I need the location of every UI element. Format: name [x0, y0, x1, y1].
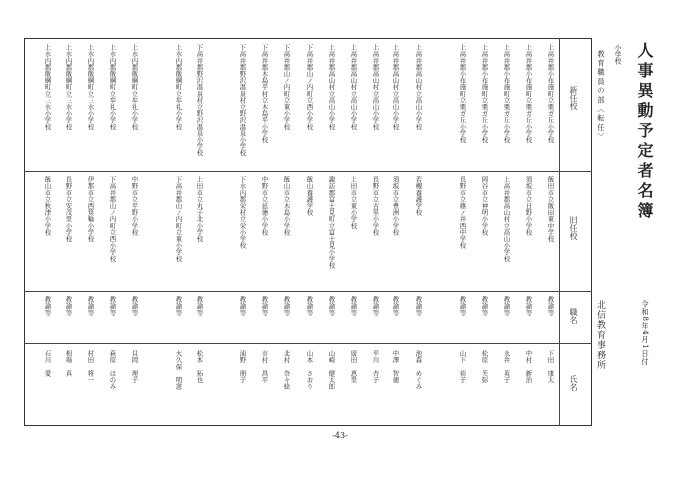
row-2-old: 須坂市立日野小学校 — [524, 176, 533, 236]
column-header-name: 氏名 — [569, 375, 578, 391]
row-5-old: 長野市立篠ノ井西中学校 — [458, 176, 467, 249]
row-3-new: 上高井郡小布施町立栗ガ丘小学校 — [502, 44, 511, 143]
divider-new-old — [24, 171, 592, 172]
row-12-new: 下高井郡山ノ内町立東小学校 — [282, 44, 291, 130]
divider-position-name — [24, 343, 592, 344]
row-1-new: 上高井郡小布施町立栗ガ丘小学校 — [546, 44, 555, 143]
row-1-name: 下田 康太 — [546, 350, 555, 383]
row-14-pos: 教諭等 — [238, 296, 247, 316]
row-7-new: 上高井郡高山村立高山小学校 — [391, 44, 400, 130]
row-16-new: 上水内郡飯綱町立牟礼小学校 — [174, 44, 183, 130]
row-3-name: 永井 英子 — [502, 350, 511, 383]
row-18-pos: 教諭等 — [108, 296, 117, 316]
row-1-pos: 教諭等 — [546, 296, 555, 316]
row-16-name: 大久保 明憲 — [174, 350, 183, 390]
document-title: 人事異動予定者名簿 — [635, 42, 654, 222]
row-12-name: 北村 奈々絵 — [282, 350, 291, 390]
column-header-old-post: 旧任校 — [569, 216, 578, 240]
division-label: 教育職員の部〈転任〉 — [597, 50, 606, 142]
row-13-new: 下高井郡木島平村立木島平小学校 — [260, 44, 269, 143]
row-4-new: 上高井郡小布施町立栗ガ丘小学校 — [480, 44, 489, 143]
row-17-pos: 教諭等 — [130, 296, 139, 316]
row-11-name: 山本 さおり — [305, 350, 314, 390]
row-9-pos: 教諭等 — [349, 296, 358, 316]
row-8-new: 上高井郡高山村立高山小学校 — [371, 44, 380, 130]
row-3-pos: 教諭等 — [502, 296, 511, 316]
row-12-pos: 教諭等 — [282, 296, 291, 316]
row-15-name: 松本 拓也 — [195, 350, 204, 383]
row-19-pos: 教諭等 — [86, 296, 95, 316]
row-4-old: 岡谷市立神明小学校 — [480, 176, 489, 236]
row-18-new: 上水内郡飯綱町立牟礼小学校 — [108, 44, 117, 130]
row-17-old: 中野市立平野小学校 — [130, 176, 139, 236]
row-9-name: 廣田 恵里 — [349, 350, 358, 383]
row-19-old: 伊那市立西箕輪小学校 — [86, 176, 95, 242]
row-11-old: 飯山養護学校 — [305, 176, 314, 216]
row-21-old: 飯山市立秋津小学校 — [43, 176, 52, 236]
row-6-old: 若槻養護学校 — [414, 176, 423, 216]
row-9-new: 上高井郡高山村立高山小学校 — [349, 44, 358, 130]
row-15-pos: 教諭等 — [195, 296, 204, 316]
row-11-new: 下高井郡山ノ内町立西小学校 — [305, 44, 314, 130]
row-19-name: 村田 将一 — [86, 350, 95, 383]
row-20-name: 相場 真 — [64, 350, 73, 377]
row-9-old: 上田市立東小学校 — [349, 176, 358, 229]
row-14-name: 浦野 朋子 — [238, 350, 247, 383]
row-18-name: 萩原 ほのみ — [108, 350, 117, 390]
row-14-old: 下水内郡栄村立栄小学校 — [238, 176, 247, 249]
row-7-pos: 教諭等 — [391, 296, 400, 316]
header-column-divider — [559, 38, 560, 426]
row-1-old: 飯田市立飯田東中学校 — [546, 176, 555, 242]
row-20-new: 上水内郡飯綱町立三水小学校 — [64, 44, 73, 130]
school-category: 小学校 — [613, 44, 621, 65]
page-number: -43- — [332, 431, 348, 440]
row-21-new: 上水内郡飯綱町立三水小学校 — [43, 44, 52, 130]
issuing-office: 北信教育事務所 — [595, 300, 605, 370]
row-8-old: 長野市立古里小学校 — [371, 176, 380, 236]
row-2-pos: 教諭等 — [524, 296, 533, 316]
row-7-name: 中澤 智徳 — [391, 350, 400, 383]
row-5-name: 山下 裕子 — [458, 350, 467, 383]
row-13-pos: 教諭等 — [260, 296, 269, 316]
row-13-old: 中野市立延徳小学校 — [260, 176, 269, 236]
row-8-name: 平川 杏子 — [371, 350, 380, 383]
row-13-name: 市村 昌平 — [260, 350, 269, 383]
row-17-name: 貝岡 理子 — [130, 350, 139, 383]
row-17-new: 上水内郡飯綱町立牟礼小学校 — [130, 44, 139, 130]
row-2-name: 中村 新治 — [524, 350, 533, 383]
row-4-name: 松原 芙弥 — [480, 350, 489, 383]
column-header-position: 職名 — [569, 308, 578, 324]
row-21-name: 石川 愛 — [43, 350, 52, 377]
row-5-pos: 教諭等 — [458, 296, 467, 316]
row-11-pos: 教諭等 — [305, 296, 314, 316]
row-10-old: 諏訪郡富士見町立富士見小学校 — [327, 176, 336, 269]
row-20-pos: 教諭等 — [64, 296, 73, 316]
row-10-name: 山崎 健太郎 — [327, 350, 336, 390]
row-19-new: 上水内郡飯綱町立三水小学校 — [86, 44, 95, 130]
row-14-new: 下高井郡野沢温泉村立野沢温泉小学校 — [238, 44, 247, 157]
row-6-pos: 教諭等 — [414, 296, 423, 316]
row-18-old: 下高井郡山ノ内町立西小学校 — [108, 176, 117, 262]
row-21-pos: 教諭等 — [43, 296, 52, 316]
effective-date: 令和8年4月1日付 — [641, 300, 650, 366]
row-20-old: 長野市立安茂里小学校 — [64, 176, 73, 242]
row-6-name: 池森 めぐみ — [414, 350, 423, 390]
row-10-new: 上高井郡高山村立高山小学校 — [327, 44, 336, 130]
row-12-old: 飯山市立木島小学校 — [282, 176, 291, 236]
row-6-new: 上高井郡高山村立高山小学校 — [414, 44, 423, 130]
row-2-new: 上高井郡小布施町立栗ガ丘小学校 — [524, 44, 533, 143]
row-5-new: 上高井郡小布施町立栗ガ丘小学校 — [458, 44, 467, 143]
row-7-old: 須坂市立豊洲小学校 — [391, 176, 400, 236]
row-10-pos: 教諭等 — [327, 296, 336, 316]
row-3-old: 上高井郡高山村立高山小学校 — [502, 176, 511, 262]
row-15-old: 上田市立丸子北小学校 — [195, 176, 204, 242]
row-4-pos: 教諭等 — [480, 296, 489, 316]
row-8-pos: 教諭等 — [371, 296, 380, 316]
row-16-pos: 教諭等 — [174, 296, 183, 316]
row-15-new: 下高井郡野沢温泉村立野沢温泉小学校 — [195, 44, 204, 157]
divider-old-position — [24, 291, 592, 292]
column-header-new-post: 新任校 — [569, 86, 578, 110]
row-16-old: 下高井郡山ノ内町立東小学校 — [174, 176, 183, 262]
